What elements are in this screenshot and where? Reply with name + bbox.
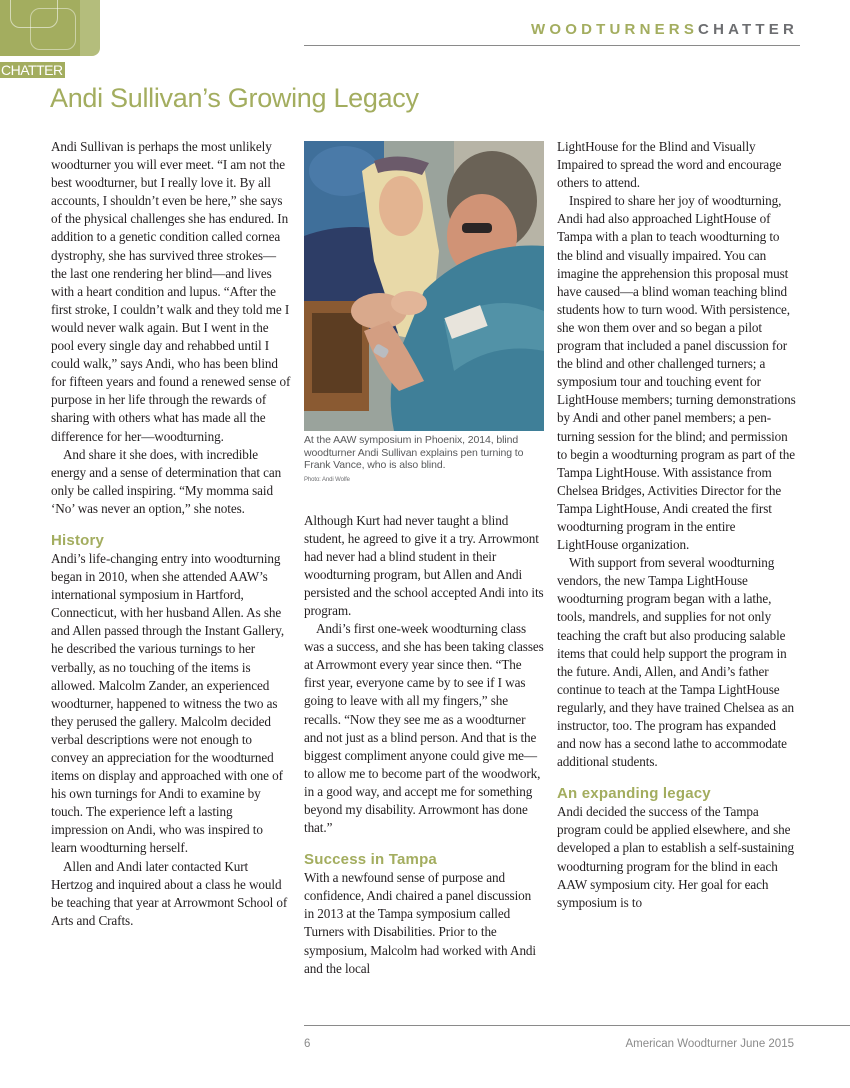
photo-illustration (304, 141, 544, 431)
column-3 (557, 138, 797, 912)
publication-line: American Woodturner June 2015 (625, 1038, 794, 1050)
section-label-part2: CHATTER (698, 21, 798, 38)
body-paragraph: With a newfound sense of purpose and confidence, Andi chaired a panel discussion in 2013 at the Tampa symposium called Turners with Disabilities. Prior to the symposium, Malcolm had worked with Andi and the local (304, 870, 536, 976)
spacer (304, 484, 544, 512)
subhead-an-expanding-legacy: An expanding legacy (557, 785, 711, 803)
body-paragraph: Inspired to share her joy of woodturning, Andi had also approached LightHouse of Tampa with a plan to teach woodturning to the blind and visually impaired. You can imagine the apprehension this proposal must have caused—a blind woman teaching blind students how to turn wood. With persistence, she won them over and so began a pilot program that included a panel discussion for the blind and other challenged turners; a symposium tour and touching event for LightHouse members; turning demonstrations by Andi and other panel members; a pen-turning session for the blind; and permission to begin a woodturning program as part of the Tampa LightHouse. With assistance from Chelsea Bridges, Activities Director for the Tampa LightHouse, Andi created the first woodturning program in the entire LightHouse organization. (557, 193, 796, 553)
subhead-success-in-tampa: Success in Tampa (304, 851, 437, 869)
logo-block (0, 0, 100, 56)
body-paragraph: Andi Sullivan is perhaps the most unlikely woodturner you will ever meet. “I am not the best woodturner, but I really love it. By all accounts, I shouldn’t even be here,” she says of the physical challenges she has endured. In addition to a genetic condition called cornea dystrophy, she has survived three strokes—the last one rendering her blind—and lives with a heart condition and lupus. “After the first stroke, I couldn’t walk and they told me I would never walk again. But I went in the pool every single day and rehabbed until I could walk,” says Andi, who has been blind for fifteen years and found a renewed sense of purpose in her life through the rewards of sharing with others what has made all the difference for her—woodturning. (51, 139, 291, 444)
header-rule (304, 45, 800, 46)
article-photo (304, 141, 544, 431)
logo-word: CHATTER (1, 62, 63, 78)
photo-credit: Photo: Andi Wolfe (304, 476, 350, 483)
footer-rule (304, 1025, 850, 1026)
section-label (531, 21, 798, 39)
page-number: 6 (304, 1038, 311, 1050)
column-2 (304, 138, 544, 978)
body-paragraph: Allen and Andi later contacted Kurt Hertzog and inquired about a class he would be teaching that year at Arrowmont School of Arts and Crafts. (51, 858, 288, 928)
speech-bubble-icon (30, 8, 76, 50)
column-1 (51, 138, 291, 930)
body-paragraph: LightHouse for the Blind and Visually Impaired to spread the word and encourage others to attend. (557, 139, 782, 191)
article-title: Andi Sullivan’s Growing Legacy (50, 83, 419, 113)
body-paragraph: Andi’s life-changing entry into woodturning began in 2010, when she attended AAW’s international symposium in Hartford, Connecticut, with her husband Allen. As she and Allen passed through the Instant Gallery, he described the various turnings to her verbally, as no touching of the items is allowed. Malcolm Zander, an experienced woodturner, happened to witness the two as they perused the gallery. Malcolm decided verbal descriptions were not enough to convey an appreciation for the woodturned items on display and approached with one of his own turnings for Andi to examine by touch. The experience left a lasting impression on Andi, who was inspired to learn woodturning herself. (51, 550, 285, 856)
body-paragraph: Although Kurt had never taught a blind student, he agreed to give it a try. Arrowmont had never had a blind student in their woodturning program, but Allen and Andi persisted and the school accepted Andi into its program. (304, 512, 544, 618)
logo-block-inner (0, 0, 80, 56)
body-paragraph: Andi decided the success of the Tampa program could be applied elsewhere, and she developed a plan to establish a self-sustaining woodturning program for the blind in each AAW symposium city. Her goal for each symposium is to (557, 804, 795, 910)
section-label-part1: WOODTURNERS (531, 21, 699, 38)
body-paragraph: Andi’s first one-week woodturning class was a success, and she has been taking classes at Arrowmont every year since then. “The first year, everyone came by to see if I was going to leave with all my fingers,” she recalls. “Now they see me as a woodturner and not just as a blind person. And that is the biggest compliment anyone could give me—to allow me to become part of the woodwork, in a good way, and accept me for something beyond my disability. Arrowmont has done that.” (304, 621, 544, 836)
body-paragraph: With support from several woodturning vendors, the new Tampa LightHouse woodturning program began with a lathe, tools, mandrels, and supplies for not only teaching the craft but also producing salable items that could help support the program in the future. Andi, Allen, and Andi’s father continue to teach at the Tampa LightHouse regularly, and they have trained Chelsea as an instructor, too. The program has expanded and now has a second lathe to accommodate additional students. (557, 555, 794, 770)
subhead-history: History (51, 531, 105, 549)
photo-caption: At the AAW symposium in Phoenix, 2014, blind woodturner Andi Sullivan explains pen turning to Frank Vance, who is also blind. (304, 434, 524, 471)
body-paragraph: And share it she does, with incredible energy and a sense of determination that can only be called inspiring. “My momma said ‘No’ was never an option,” she notes. (51, 446, 282, 516)
